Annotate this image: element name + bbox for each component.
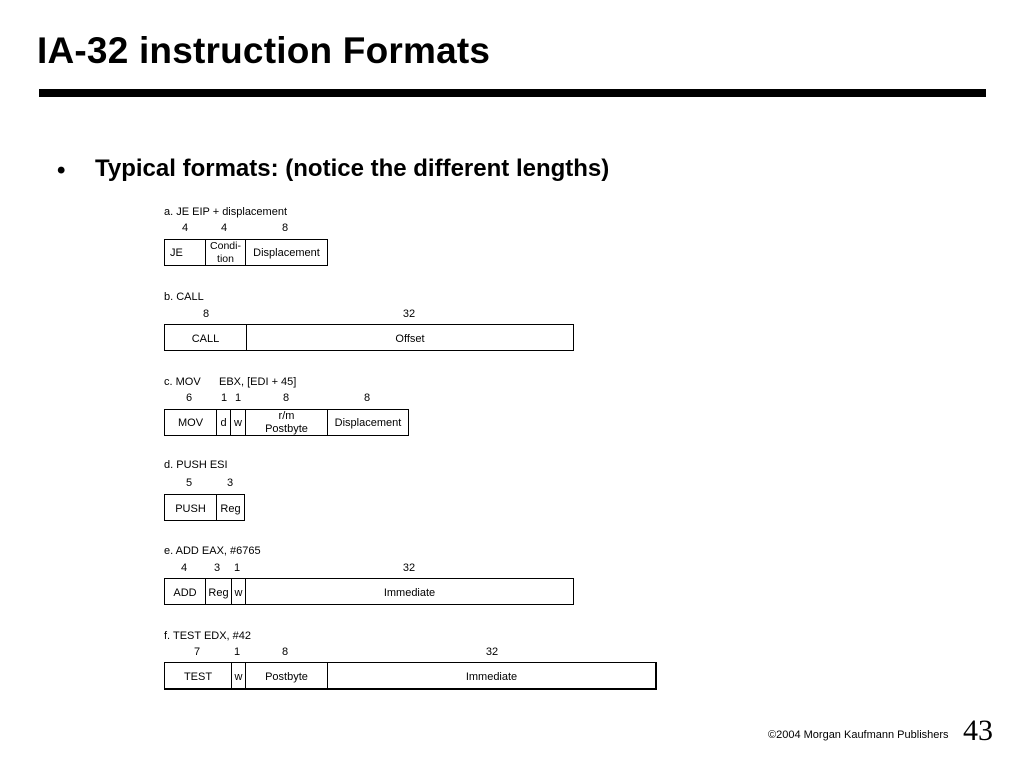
format-a-bits: 4 (181, 222, 189, 234)
format-f-bits: 1 (233, 646, 241, 658)
bullet-text: Typical formats: (notice the different lengths) (95, 155, 610, 182)
format-c-bits: 1 (220, 392, 228, 404)
field-push: PUSH (165, 495, 217, 520)
field-w: w (231, 410, 246, 435)
slide-title: IA-32 instruction Formats (37, 30, 491, 71)
format-c-bits: 6 (185, 392, 193, 404)
format-e-bits: 3 (213, 562, 221, 574)
format-c-label: c. MOV EBX, [EDI + 45] (164, 376, 297, 388)
format-c-bits: 8 (282, 392, 290, 404)
format-d-bits: 5 (185, 477, 193, 489)
format-b-label: b. CALL (164, 291, 204, 303)
field-add: ADD (165, 579, 206, 604)
field-call: CALL (165, 325, 247, 350)
format-b-box (164, 324, 574, 351)
format-a-bits: 4 (220, 222, 228, 234)
field-w: w (232, 579, 246, 604)
field-displacement: Displacement (253, 246, 320, 259)
format-d-box (164, 494, 245, 521)
field-reg: Reg (206, 579, 232, 604)
format-b-bits: 8 (202, 308, 210, 320)
format-a-bits: 8 (281, 222, 289, 234)
bullet-marker: • (57, 157, 66, 184)
format-b-bits: 32 (402, 308, 416, 320)
format-f-bits: 8 (281, 646, 289, 658)
format-c-box (164, 409, 409, 436)
page-number: 43 (963, 714, 993, 747)
format-f-label: f. TEST EDX, #42 (164, 630, 252, 642)
copyright-footer: ©2004 Morgan Kaufmann Publishers (768, 729, 949, 741)
format-d-label: d. PUSH ESI (164, 459, 228, 471)
format-e-label: e. ADD EAX, #6765 (164, 545, 261, 557)
title-underline (39, 89, 986, 97)
format-f-bits: 32 (485, 646, 499, 658)
format-f-bits: 7 (193, 646, 201, 658)
field-immediate: Immediate (465, 671, 518, 683)
format-a-label: a. JE EIP + displacement (164, 206, 288, 218)
format-f-box (164, 662, 657, 690)
format-d-bits: 3 (226, 477, 234, 489)
field-postbyte: Postbyte (246, 663, 328, 688)
field-immediate: Immediate (383, 587, 436, 599)
field-rm-postbyte: r/m Postbyte (246, 410, 328, 435)
format-e-bits: 32 (402, 562, 416, 574)
format-c-bits: 8 (363, 392, 371, 404)
field-d: d (217, 410, 231, 435)
format-a-box (164, 239, 328, 266)
format-e-bits: 4 (180, 562, 188, 574)
field-reg: Reg (220, 503, 241, 515)
field-je: JE (165, 240, 206, 265)
field-w: w (232, 663, 246, 688)
format-c-bits: 1 (234, 392, 242, 404)
field-test: TEST (165, 663, 232, 688)
field-mov: MOV (165, 410, 217, 435)
format-e-bits: 1 (233, 562, 241, 574)
field-displacement: Displacement (334, 416, 402, 429)
field-offset: Offset (395, 333, 425, 345)
format-e-box (164, 578, 574, 605)
field-condition: Condi- tion (206, 240, 246, 265)
